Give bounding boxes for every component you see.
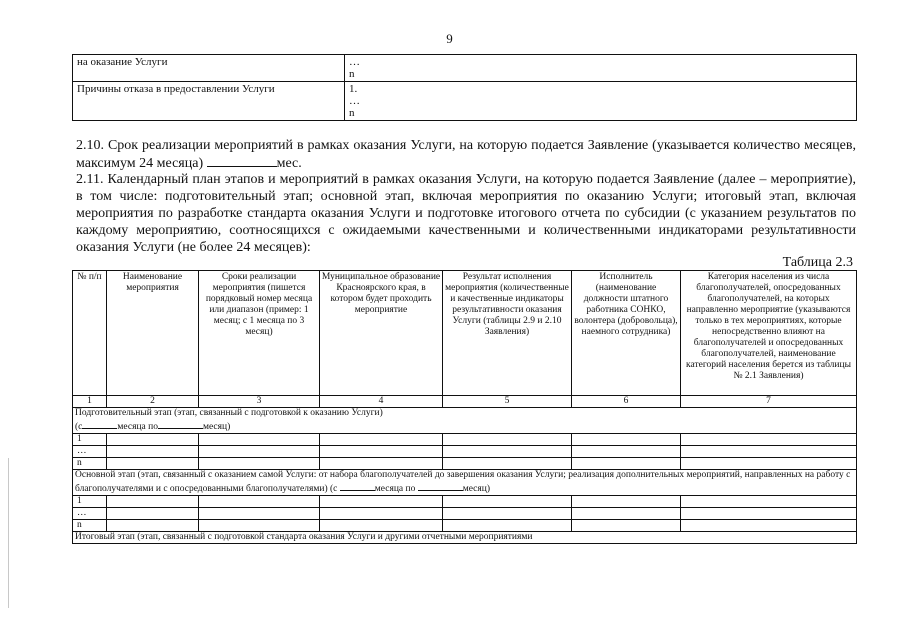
table-cell (107, 496, 199, 508)
fill-blank (82, 419, 117, 429)
table-row (73, 520, 857, 532)
table-cell (443, 446, 572, 458)
header-cell: Наименование мероприятия (107, 271, 199, 396)
column-number: 3 (199, 396, 320, 408)
table-cell (320, 508, 443, 520)
section-main (73, 470, 857, 496)
row-number: … (73, 508, 107, 520)
table-cell (572, 434, 681, 446)
header-row (73, 271, 857, 396)
header-cell: № п/п (73, 271, 107, 396)
fill-blank (158, 419, 203, 429)
table-cell (443, 496, 572, 508)
paragraph-2-11: 2.11. Календарный план этапов и мероприятий в рамках оказания Услуги, на которую подается Заявление (далее – мероприятие), в том числе: подготовительный этап; основной этап, включая мероприятия по оказанию Услуги; итоговый этап, включая мероприятия по разработке стандарта оказания Услуги и подготовке итогового отчета по субсидии (с указанием результатов по каждому мероприятию, соотносящихся с ожидаемыми качественными и количественными индикаторами результативности оказания Услуги (не более 24 месяцев): (76, 172, 856, 255)
table-cell (681, 496, 857, 508)
table-row (73, 434, 857, 446)
page-number: 9 (446, 31, 453, 46)
period-prefix: (с (75, 422, 83, 432)
table-cell (681, 458, 857, 470)
services-table (72, 54, 857, 121)
table-cell (107, 434, 199, 446)
table-cell (199, 520, 320, 532)
section-title-cell (73, 470, 857, 496)
table-cell (199, 458, 320, 470)
column-number: 7 (681, 396, 857, 408)
header-cell: Категория населения из числа благополучателей, опосредованных благополучателей, на которых направленно мероприятие (указываются только в тех мероприятиях, которые непосредственно влияют на благополучателей и опосредованных благополучателей, наименование категорий населения берется из таблицы № 2.1 Заявления) (681, 271, 857, 396)
table-cell (681, 434, 857, 446)
fill-blank (207, 154, 277, 167)
row-values (345, 82, 857, 121)
column-number: 2 (107, 396, 199, 408)
section-title: Итоговый этап (этап, связанный с подготовкой стандарта оказания Услуги и другими отчетными мероприятиями (73, 532, 857, 544)
table-cell (572, 446, 681, 458)
paragraph-text: 2.10. Срок реализации мероприятий в рамках оказания Услуги, на которую подается Заявление (указывается количество месяцев, максимум 24 месяца) (76, 138, 856, 171)
period-suffix: месяц) (202, 422, 231, 432)
table-cell (107, 520, 199, 532)
section-title: Подготовительный этап (этап, связанный с подготовкой к оказанию Услуги) (75, 408, 383, 418)
column-number-row (73, 396, 857, 408)
value-line: … (349, 95, 360, 107)
table-cell (199, 496, 320, 508)
table-cell (443, 434, 572, 446)
period-mid: месяца по (374, 484, 416, 494)
table-cell (320, 446, 443, 458)
table-row (73, 55, 857, 82)
row-label: на оказание Услуги (73, 55, 345, 82)
value-line: 1. (349, 83, 358, 95)
row-number: 1 (73, 496, 107, 508)
table-cell (107, 508, 199, 520)
header-cell: Результат исполнения мероприятия (количественные и качественные индикаторы результативности оказания Услуги (таблицы 2.9 и 2.10 Заявления) (443, 271, 572, 396)
table-cell (199, 446, 320, 458)
table-row (73, 508, 857, 520)
table-row (73, 446, 857, 458)
scan-edge-mark (8, 458, 9, 608)
row-label: Причины отказа в предоставлении Услуги (73, 82, 345, 121)
table-cell (443, 508, 572, 520)
table-row (73, 496, 857, 508)
table-row (73, 458, 857, 470)
period-mid: месяца по (117, 422, 158, 432)
row-values (345, 55, 857, 82)
column-number: 4 (320, 396, 443, 408)
period-suffix: месяц) (462, 484, 491, 494)
table-cell (320, 458, 443, 470)
table-cell (572, 508, 681, 520)
table-cell (681, 508, 857, 520)
table-cell (320, 434, 443, 446)
column-number: 6 (572, 396, 681, 408)
table-cell (320, 520, 443, 532)
value-line: … (349, 56, 360, 68)
table-cell (199, 434, 320, 446)
table-cell (572, 496, 681, 508)
fill-blank (418, 481, 463, 491)
unit-label: мес. (276, 156, 302, 171)
table-cell (443, 520, 572, 532)
header-cell: Муниципальное образование Красноярского края, в котором будет проходить мероприятие (320, 271, 443, 396)
header-cell: Сроки реализации мероприятия (пишется порядковый номер месяца или диапазон (пример: 1 месяц; с 1 месяца по 3 месяц) (199, 271, 320, 396)
table-cell (199, 508, 320, 520)
table-caption: Таблица 2.3 (782, 255, 853, 270)
section-period (75, 419, 854, 433)
section-title: Основной этап (этап, связанный с оказанием самой Услуги: от набора благополучателей до завершения оказания Услуги; реализация дополнительных мероприятий, направленных на работу с благополучателями и с опосредованными благополучателями) (с (75, 470, 851, 494)
value-line: n (349, 68, 355, 80)
table-row (73, 82, 857, 121)
row-number: n (73, 458, 107, 470)
table-cell (572, 520, 681, 532)
section-preparatory (73, 408, 857, 434)
table-cell (443, 458, 572, 470)
table-cell (681, 446, 857, 458)
table-cell (107, 446, 199, 458)
fill-blank (340, 481, 375, 491)
table-cell (572, 458, 681, 470)
section-final (73, 532, 857, 544)
calendar-plan-table (72, 270, 857, 544)
column-number: 1 (73, 396, 107, 408)
header-cell: Исполнитель (наименование должности штатного работника СОНКО, волонтера (добровольца), наемного сотрудника) (572, 271, 681, 396)
row-number: … (73, 446, 107, 458)
row-number: 1 (73, 434, 107, 446)
value-line: n (349, 107, 355, 119)
paragraph-2-10 (76, 137, 856, 172)
section-title-cell (73, 408, 857, 434)
table-cell (681, 520, 857, 532)
table-cell (107, 458, 199, 470)
row-number: n (73, 520, 107, 532)
table-cell (320, 496, 443, 508)
column-number: 5 (443, 396, 572, 408)
